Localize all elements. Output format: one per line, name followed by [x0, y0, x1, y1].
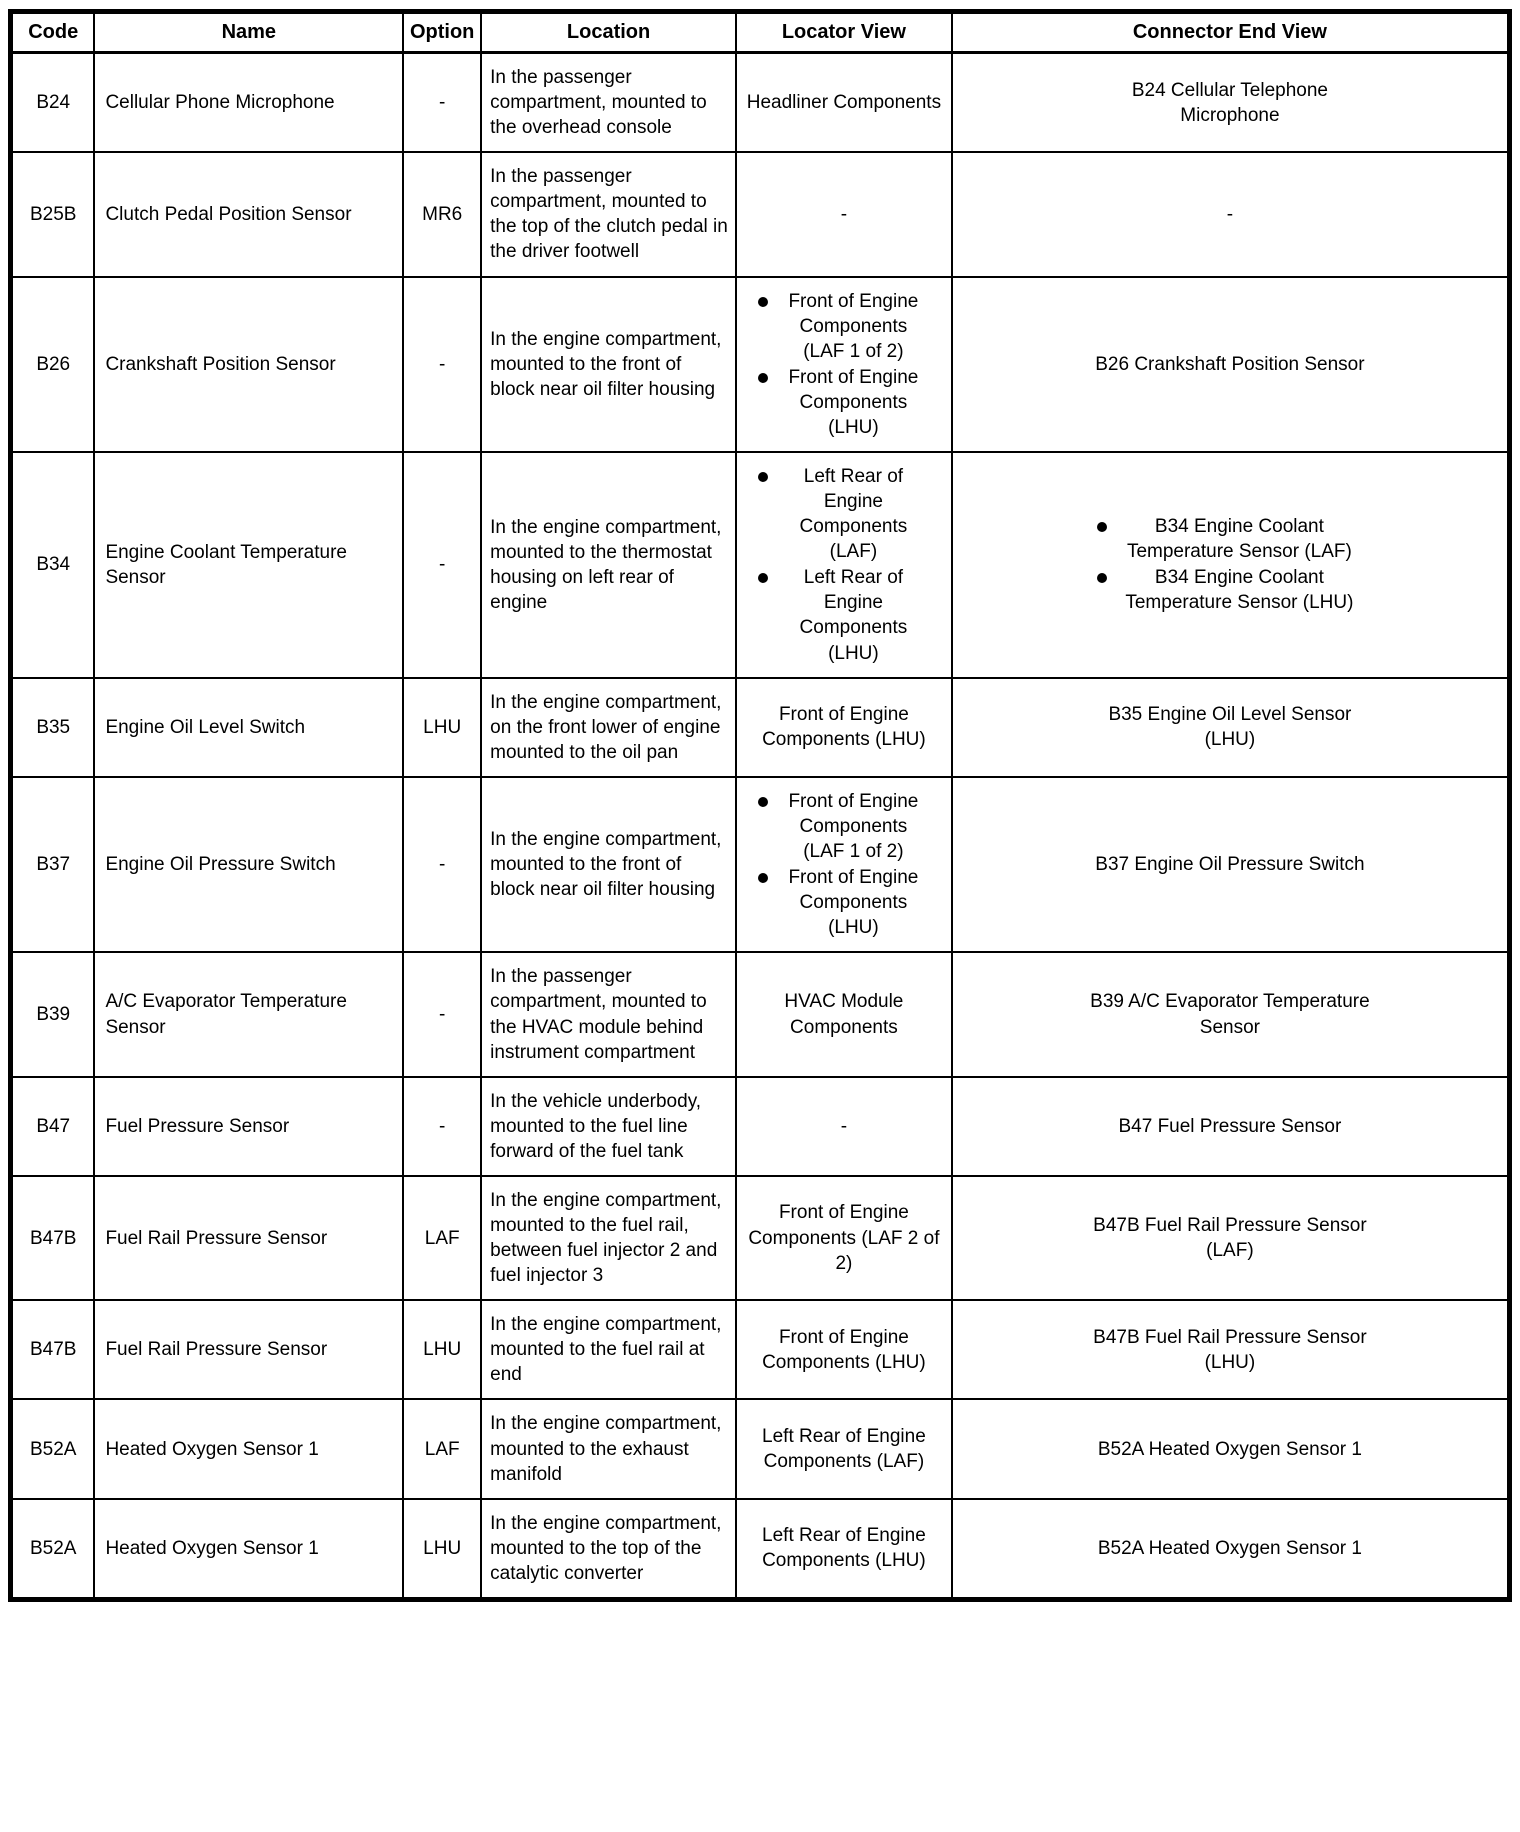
cell-code: B52A [11, 1499, 95, 1600]
cell-location: In the engine compartment, mounted to the fuel rail, between fuel injector 2 and fuel injector 3 [481, 1176, 736, 1300]
bullet-icon [758, 472, 768, 482]
header-name: Name [94, 12, 403, 53]
table-row [11, 678, 1510, 777]
header-option: Option [403, 12, 481, 53]
header-location: Location [481, 12, 736, 53]
cell-connector-end-view [952, 1399, 1510, 1498]
bullet-icon [758, 373, 768, 383]
cell-code: B25B [11, 152, 95, 276]
table-row [11, 452, 1510, 678]
cell-connector-end-view [952, 452, 1510, 678]
table-row [11, 53, 1510, 153]
cell-code: B34 [11, 452, 95, 678]
table-body [11, 53, 1510, 1600]
cell-option: LAF [403, 1176, 481, 1300]
cell-option: - [403, 952, 481, 1076]
view-text: - [840, 203, 848, 225]
cell-name: Fuel Pressure Sensor [94, 1077, 403, 1176]
cell-code: B52A [11, 1399, 95, 1498]
cell-code: B39 [11, 952, 95, 1076]
table-row [11, 1499, 1510, 1600]
table-header-row [11, 12, 1510, 53]
cell-code: B26 [11, 277, 95, 452]
cell-option: - [403, 1077, 481, 1176]
cell-location: In the engine compartment, mounted to the fuel rail at end [481, 1300, 736, 1399]
cell-location: In the vehicle underbody, mounted to the fuel line forward of the fuel tank [481, 1077, 736, 1176]
cell-option: - [403, 277, 481, 452]
cell-location: In the passenger compartment, mounted to the top of the clutch pedal in the driver footwell [481, 152, 736, 276]
cell-name: Fuel Rail Pressure Sensor [94, 1176, 403, 1300]
cell-locator-view [736, 1499, 952, 1600]
header-connector-end-view: Connector End View [952, 12, 1510, 53]
cell-name: A/C Evaporator Temperature Sensor [94, 952, 403, 1076]
bullet-list [745, 789, 943, 940]
bullet-item [1097, 514, 1362, 564]
bullet-text: Left Rear of Engine Components (LHU) [799, 567, 908, 664]
view-text: Left Rear of Engine Components (LAF) [762, 1425, 926, 1473]
view-text: B52A Heated Oxygen Sensor 1 [1097, 1537, 1362, 1559]
cell-connector-end-view [952, 678, 1510, 777]
bullet-list [745, 464, 943, 666]
bullet-list [961, 514, 1499, 615]
cell-location: In the engine compartment, mounted to the front of block near oil filter housing [481, 277, 736, 452]
bullet-item [1097, 565, 1362, 615]
cell-connector-end-view [952, 277, 1510, 452]
cell-name: Engine Oil Level Switch [94, 678, 403, 777]
cell-option: LHU [403, 1300, 481, 1399]
view-text: B26 Crankshaft Position Sensor [1095, 353, 1365, 375]
cell-connector-end-view [952, 1499, 1510, 1600]
cell-connector-end-view [952, 777, 1510, 952]
cell-option: LHU [403, 1499, 481, 1600]
view-text: B52A Heated Oxygen Sensor 1 [1097, 1438, 1362, 1460]
cell-name: Engine Oil Pressure Switch [94, 777, 403, 952]
bullet-text: Front of Engine Components (LHU) [788, 366, 919, 438]
cell-connector-end-view [952, 152, 1510, 276]
cell-connector-end-view [952, 952, 1510, 1076]
cell-locator-view [736, 452, 952, 678]
bullet-item [758, 789, 929, 864]
view-text: Front of Engine Components (LAF 2 of 2) [748, 1202, 940, 1274]
bullet-icon [758, 873, 768, 883]
view-text: B47B Fuel Rail Pressure Sensor (LAF) [1093, 1214, 1367, 1262]
cell-location: In the passenger compartment, mounted to the overhead console [481, 53, 736, 153]
bullet-item [758, 865, 929, 940]
cell-name: Cellular Phone Microphone [94, 53, 403, 153]
view-text: B47 Fuel Pressure Sensor [1118, 1115, 1342, 1137]
table-row [11, 1399, 1510, 1498]
cell-name: Engine Coolant Temperature Sensor [94, 452, 403, 678]
table-row [11, 1176, 1510, 1300]
cell-option: - [403, 53, 481, 153]
bullet-icon [758, 297, 768, 307]
cell-code: B24 [11, 53, 95, 153]
bullet-icon [1097, 573, 1107, 583]
cell-option: LHU [403, 678, 481, 777]
table-row [11, 777, 1510, 952]
cell-option: - [403, 777, 481, 952]
cell-name: Heated Oxygen Sensor 1 [94, 1499, 403, 1600]
cell-code: B35 [11, 678, 95, 777]
view-text: - [840, 1115, 848, 1137]
cell-locator-view [736, 53, 952, 153]
bullet-icon [758, 573, 768, 583]
cell-location: In the engine compartment, mounted to the top of the catalytic converter [481, 1499, 736, 1600]
bullet-text: Front of Engine Components (LAF 1 of 2) [788, 790, 919, 863]
cell-code: B47 [11, 1077, 95, 1176]
header-locator-view: Locator View [736, 12, 952, 53]
cell-locator-view [736, 1176, 952, 1300]
bullet-text: Front of Engine Components (LHU) [788, 867, 919, 939]
cell-name: Crankshaft Position Sensor [94, 277, 403, 452]
cell-code: B37 [11, 777, 95, 952]
bullet-item [758, 365, 929, 440]
cell-option: MR6 [403, 152, 481, 276]
view-text: Front of Engine Components (LHU) [762, 1326, 926, 1373]
cell-locator-view [736, 952, 952, 1076]
view-text: Left Rear of Engine Components (LHU) [762, 1525, 926, 1572]
table-row [11, 1300, 1510, 1399]
table-row [11, 277, 1510, 452]
view-text: - [1226, 203, 1234, 225]
cell-name: Fuel Rail Pressure Sensor [94, 1300, 403, 1399]
cell-locator-view [736, 1399, 952, 1498]
cell-locator-view [736, 1077, 952, 1176]
cell-locator-view [736, 152, 952, 276]
cell-code: B47B [11, 1300, 95, 1399]
cell-location: In the engine compartment, on the front lower of engine mounted to the oil pan [481, 678, 736, 777]
table-row [11, 952, 1510, 1076]
view-text: B39 A/C Evaporator Temperature Sensor [1090, 991, 1370, 1038]
cell-connector-end-view [952, 1176, 1510, 1300]
bullet-icon [1097, 522, 1107, 532]
view-text: B24 Cellular Telephone Microphone [1131, 79, 1328, 126]
view-text: HVAC Module Components [784, 991, 904, 1038]
cell-location: In the engine compartment, mounted to the exhaust manifold [481, 1399, 736, 1498]
bullet-text: Left Rear of Engine Components (LAF) [799, 466, 908, 563]
bullet-list [745, 289, 943, 440]
cell-code: B47B [11, 1176, 95, 1300]
cell-connector-end-view [952, 53, 1510, 153]
view-text: B47B Fuel Rail Pressure Sensor (LHU) [1093, 1326, 1367, 1373]
bullet-item [758, 565, 929, 665]
table-row [11, 1077, 1510, 1176]
cell-location: In the passenger compartment, mounted to the HVAC module behind instrument compartment [481, 952, 736, 1076]
view-text: Headliner Components [746, 92, 942, 114]
connector-views-table [8, 9, 1512, 1602]
bullet-item [758, 464, 929, 564]
bullet-text: B34 Engine Coolant Temperature Sensor (LAF) [1126, 516, 1352, 563]
cell-name: Clutch Pedal Position Sensor [94, 152, 403, 276]
cell-locator-view [736, 777, 952, 952]
bullet-item [758, 289, 929, 364]
cell-locator-view [736, 678, 952, 777]
cell-connector-end-view [952, 1300, 1510, 1399]
cell-name: Heated Oxygen Sensor 1 [94, 1399, 403, 1498]
cell-locator-view [736, 277, 952, 452]
cell-option: LAF [403, 1399, 481, 1498]
cell-connector-end-view [952, 1077, 1510, 1176]
bullet-text: B34 Engine Coolant Temperature Sensor (LHU) [1125, 567, 1354, 614]
cell-location: In the engine compartment, mounted to the thermostat housing on left rear of engine [481, 452, 736, 678]
table-row [11, 152, 1510, 276]
bullet-text: Front of Engine Components (LAF 1 of 2) [788, 290, 919, 362]
cell-locator-view [736, 1300, 952, 1399]
bullet-icon [758, 797, 768, 807]
cell-location: In the engine compartment, mounted to the front of block near oil filter housing [481, 777, 736, 952]
view-text: B35 Engine Oil Level Sensor (LHU) [1108, 704, 1352, 751]
view-text: Front of Engine Components (LHU) [762, 704, 926, 751]
cell-option: - [403, 452, 481, 678]
header-code: Code [11, 12, 95, 53]
view-text: B37 Engine Oil Pressure Switch [1095, 854, 1365, 876]
